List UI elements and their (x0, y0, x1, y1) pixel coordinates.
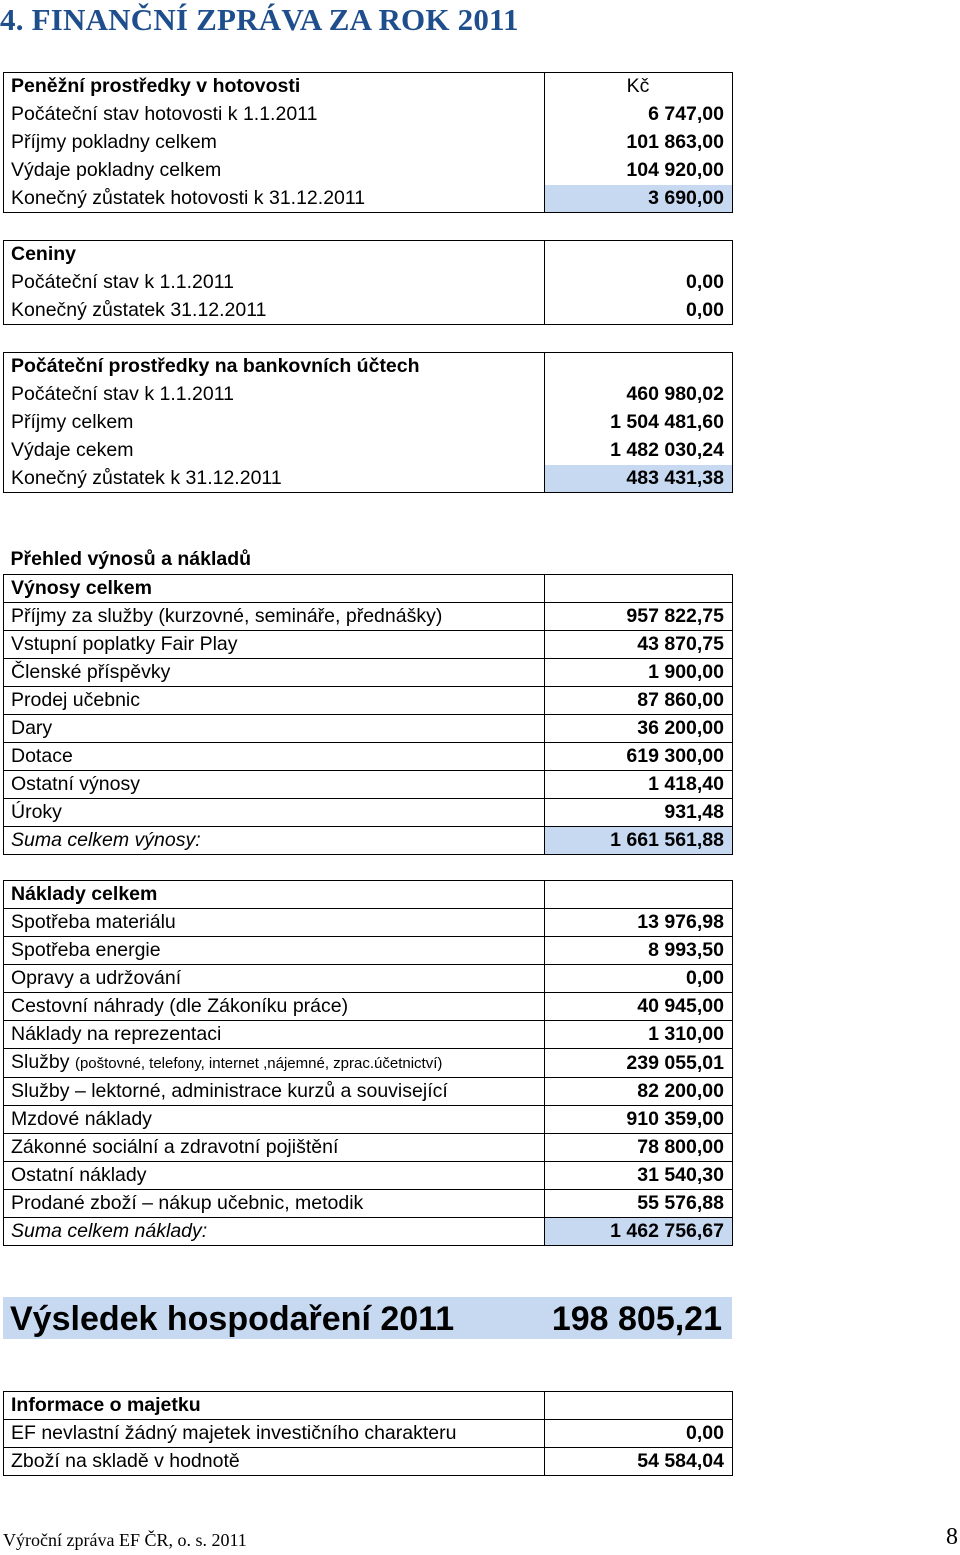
row-label: Služby – lektorné, administrace kurzů a související (4, 1078, 545, 1106)
table-row (4, 993, 733, 1021)
table-row (4, 546, 733, 574)
table-row (4, 686, 733, 714)
row-label: Konečný zůstatek k 31.12.2011 (4, 465, 545, 493)
assets-table (3, 1391, 733, 1476)
table-row (4, 770, 733, 798)
row-value: 3 690,00 (545, 185, 733, 213)
row-label: Zboží na skladě v hodnotě (4, 1448, 545, 1476)
table-row (4, 1049, 733, 1078)
row-value: 13 976,98 (545, 909, 733, 937)
cash-table (3, 72, 733, 213)
table-row (4, 714, 733, 742)
row-label: Opravy a udržování (4, 965, 545, 993)
row-value: 0,00 (545, 1420, 733, 1448)
row-value: 87 860,00 (545, 686, 733, 714)
row-value: 31 540,30 (545, 1162, 733, 1190)
income-table (3, 546, 733, 855)
row-value: 78 800,00 (545, 1134, 733, 1162)
row-value: 43 870,75 (545, 630, 733, 658)
table-row (4, 574, 733, 602)
table-row (4, 73, 733, 101)
assets-heading: Informace o majetku (4, 1392, 545, 1420)
table-row (4, 465, 733, 493)
income-heading: Výnosy celkem (4, 574, 545, 602)
row-value: 931,48 (545, 798, 733, 826)
row-value: 1 418,40 (545, 770, 733, 798)
row-label: Zákonné sociální a zdravotní pojištění (4, 1134, 545, 1162)
table-row (4, 937, 733, 965)
row-label: Prodané zboží – nákup učebnic, metodik (4, 1190, 545, 1218)
valuables-table (3, 240, 733, 325)
row-value: 910 359,00 (545, 1106, 733, 1134)
row-label: Ostatní výnosy (4, 770, 545, 798)
table-row (4, 1106, 733, 1134)
row-value: 460 980,02 (545, 381, 733, 409)
row-label: Příjmy za služby (kurzovné, semináře, přednášky) (4, 602, 545, 630)
row-label: Konečný zůstatek 31.12.2011 (4, 297, 545, 325)
row-label: EF nevlastní žádný majetek investičního charakteru (4, 1420, 545, 1448)
table-row (4, 742, 733, 770)
costs-total-label: Suma celkem náklady: (4, 1218, 545, 1246)
footer-text: Výroční zpráva EF ČR, o. s. 2011 (3, 1530, 247, 1550)
table-row (4, 1448, 733, 1476)
row-value: 6 747,00 (545, 101, 733, 129)
result-value: 198 805,21 (551, 1300, 722, 1338)
row-label: Vstupní poplatky Fair Play (4, 630, 545, 658)
bank-heading: Počáteční prostředky na bankovních účtech (4, 353, 545, 381)
table-row (4, 1218, 733, 1246)
result-bar (3, 1297, 732, 1339)
table-row (4, 1078, 733, 1106)
currency-label: Kč (545, 73, 733, 101)
table-row (4, 630, 733, 658)
row-label: Mzdové náklady (4, 1106, 545, 1134)
row-label: Počáteční stav k 1.1.2011 (4, 381, 545, 409)
table-row (4, 881, 733, 909)
row-label: Náklady na reprezentaci (4, 1021, 545, 1049)
table-row (4, 409, 733, 437)
table-row (4, 269, 733, 297)
row-label: Počáteční stav k 1.1.2011 (4, 269, 545, 297)
table-row (4, 241, 733, 269)
table-row (4, 1134, 733, 1162)
row-value: 54 584,04 (545, 1448, 733, 1476)
table-row (4, 826, 733, 854)
table-row (4, 1420, 733, 1448)
table-row (4, 157, 733, 185)
row-label: Počáteční stav hotovosti k 1.1.2011 (4, 101, 545, 129)
row-value: 0,00 (545, 269, 733, 297)
row-value: 239 055,01 (545, 1049, 733, 1078)
row-value: 483 431,38 (545, 465, 733, 493)
row-label: Dotace (4, 742, 545, 770)
result-label: Výsledek hospodaření 2011 (10, 1300, 455, 1338)
row-value: 1 310,00 (545, 1021, 733, 1049)
row-label: Úroky (4, 798, 545, 826)
cash-heading: Peněžní prostředky v hotovosti (4, 73, 545, 101)
income-total-value: 1 661 561,88 (545, 826, 733, 854)
row-label: Příjmy celkem (4, 409, 545, 437)
table-row (4, 297, 733, 325)
row-value: 55 576,88 (545, 1190, 733, 1218)
row-value: 1 900,00 (545, 658, 733, 686)
table-row (4, 602, 733, 630)
table-row (4, 658, 733, 686)
valuables-heading: Ceniny (4, 241, 545, 269)
costs-heading: Náklady celkem (4, 881, 545, 909)
page-number: 8 (946, 1524, 958, 1550)
table-row (4, 798, 733, 826)
table-row (4, 1021, 733, 1049)
row-value: 1 504 481,60 (545, 409, 733, 437)
overview-heading: Přehled výnosů a nákladů (10, 548, 252, 571)
row-label: Prodej učebnic (4, 686, 545, 714)
row-value: 957 822,75 (545, 602, 733, 630)
row-label: Příjmy pokladny celkem (4, 129, 545, 157)
row-value: 82 200,00 (545, 1078, 733, 1106)
row-value: 36 200,00 (545, 714, 733, 742)
row-label: Výdaje pokladny celkem (4, 157, 545, 185)
page-title: 4. FINANČNÍ ZPRÁVA ZA ROK 2011 (0, 2, 519, 37)
row-value: 1 482 030,24 (545, 437, 733, 465)
costs-table (3, 880, 733, 1246)
row-value: 40 945,00 (545, 993, 733, 1021)
row-label: Cestovní náhrady (dle Zákoníku práce) (4, 993, 545, 1021)
row-value: 0,00 (545, 297, 733, 325)
table-row (4, 965, 733, 993)
table-row (4, 101, 733, 129)
row-value: 8 993,50 (545, 937, 733, 965)
row-label: Konečný zůstatek hotovosti k 31.12.2011 (4, 185, 545, 213)
bank-table (3, 352, 733, 493)
table-row (4, 1190, 733, 1218)
table-row (4, 1392, 733, 1420)
row-label: Členské příspěvky (4, 658, 545, 686)
table-row (4, 129, 733, 157)
table-row (4, 185, 733, 213)
row-value: 104 920,00 (545, 157, 733, 185)
table-row (4, 437, 733, 465)
income-total-label: Suma celkem výnosy: (4, 826, 545, 854)
row-label: Dary (4, 714, 545, 742)
costs-total-value: 1 462 756,67 (545, 1218, 733, 1246)
services-label: Služby (11, 1051, 70, 1073)
row-label: Výdaje cekem (4, 437, 545, 465)
row-value: 101 863,00 (545, 129, 733, 157)
row-value: 0,00 (545, 965, 733, 993)
row-label: Spotřeba materiálu (4, 909, 545, 937)
services-note: (poštovné, telefony, internet ,nájemné, zprac.účetnictví) (74, 1055, 443, 1072)
row-value: 619 300,00 (545, 742, 733, 770)
table-row (4, 909, 733, 937)
table-row (4, 1162, 733, 1190)
table-row (4, 353, 733, 381)
row-label: Spotřeba energie (4, 937, 545, 965)
row-label (4, 1049, 545, 1078)
table-row (4, 381, 733, 409)
row-label: Ostatní náklady (4, 1162, 545, 1190)
